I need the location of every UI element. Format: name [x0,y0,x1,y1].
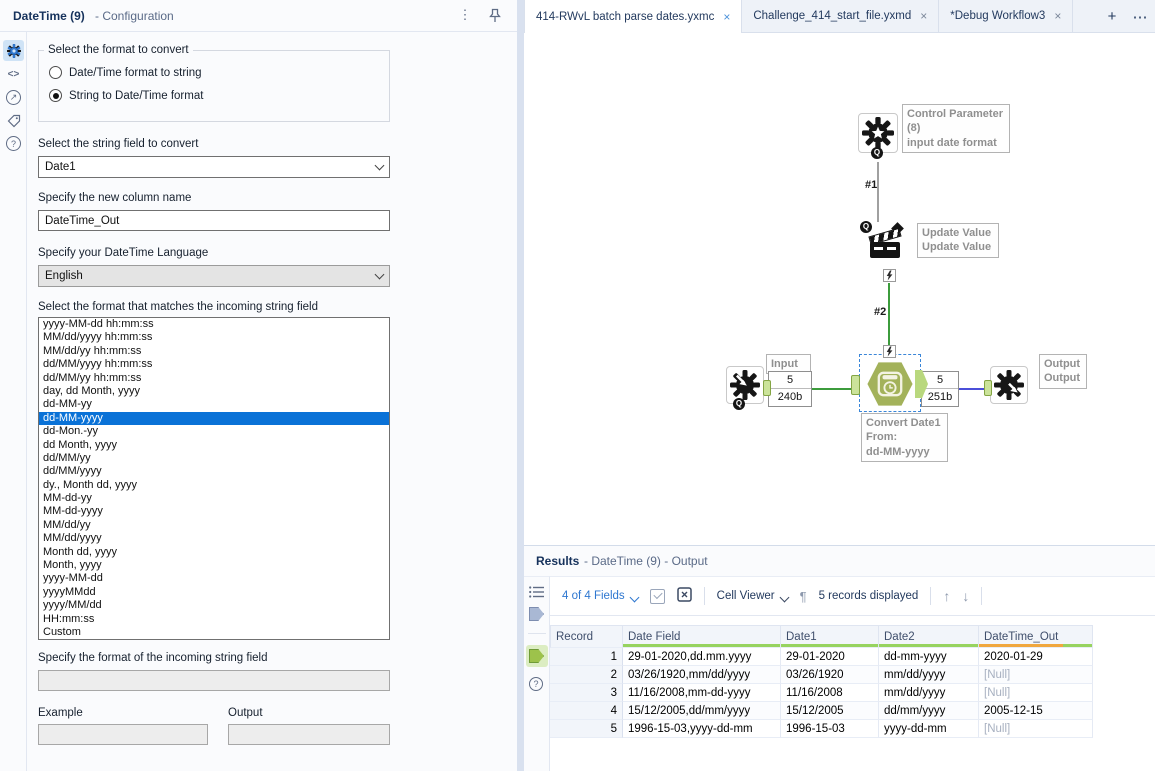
format-list-label: Select the format that matches the incoming string field [38,301,318,313]
q-anchor[interactable]: Q [733,398,745,410]
macro-output-label[interactable]: Output Output [1039,354,1087,389]
output-label: Output [228,707,263,719]
format-option[interactable]: Custom [43,625,81,638]
close-icon[interactable]: × [723,9,731,24]
format-option[interactable]: dd/MM/yy [43,451,91,464]
table-row[interactable]: 3 11/16/2008,mm-dd-yyyy 11/16/2008 mm/dd/yyyy [Null] [550,684,1093,702]
table-row[interactable]: 2 03/26/1920,mm/dd/yyyy 03/26/1920 mm/dd/yyyy [Null] [550,666,1093,684]
string-field-label: Select the string field to convert [38,138,199,150]
connection-2-label: #2 [874,306,887,318]
table-row[interactable]: 1 29-01-2020,dd.mm.yyyy 29-01-2020 dd-mm-yyyy 2020-01-29 [550,648,1093,666]
chevron-down-icon [629,592,639,602]
results-table-body [550,648,1093,738]
format-option[interactable]: MM-dd-yy [43,492,92,505]
column-header-date1[interactable]: Date1 [781,625,879,648]
toolbar-separator [981,587,982,605]
output-anchor[interactable] [763,380,771,396]
format-option[interactable]: dd-MM-yy [43,398,92,411]
format-option[interactable]: yyyyMMdd [43,585,96,598]
example-input [38,724,208,745]
format-option[interactable]: yyyy/MM/dd [43,599,102,612]
down-arrow-icon[interactable]: ↓ [962,588,970,604]
fields-dropdown[interactable]: 4 of 4 Fields [562,590,638,602]
gear-icon[interactable] [3,40,24,61]
pilcrow-icon[interactable]: ¶ [799,588,807,604]
code-icon[interactable]: <> [7,69,20,80]
new-column-label: Specify the new column name [38,192,192,204]
results-table [550,625,1093,738]
input-anchor[interactable] [984,380,992,396]
format-group-legend: Select the format to convert [48,44,189,56]
toolbar-separator [930,587,931,605]
kebab-menu-icon[interactable]: ⋮ [458,7,472,22]
open-example-icon[interactable]: ↗ [3,87,24,108]
format-option[interactable]: dd/MM/yyyy hh:mm:ss [43,358,153,371]
format-option[interactable]: dd-Mon.-yy [43,425,99,438]
panel-divider[interactable] [517,0,524,771]
configuration-body [27,32,517,771]
chevron-down-icon [779,592,789,602]
pin-icon[interactable] [487,7,503,25]
column-header-record[interactable]: Record [550,625,623,648]
close-icon[interactable]: × [920,9,928,23]
custom-format-input [38,670,390,691]
format-option[interactable]: MM/dd/yy [43,518,91,531]
tool-title: DateTime (9) [13,9,85,23]
toolbar-separator [704,587,705,605]
format-option[interactable]: yyyy-MM-dd hh:mm:ss [43,318,154,330]
input-anchor-icon[interactable] [529,607,544,621]
record-count-box: 5 251b [921,371,959,407]
output-anchor-selected[interactable] [526,645,548,667]
results-panel [524,545,1155,771]
workflow-tab[interactable]: Challenge_414_start_file.yxmd × [742,0,939,32]
radio-icon-selected[interactable] [49,89,62,102]
divider [528,633,546,634]
workflow-tab[interactable]: 414-RWvL batch parse dates.yxmc × [524,0,742,33]
chevron-down-icon [375,270,385,280]
column-header-datetime-out[interactable]: DateTime_Out [979,625,1093,648]
example-label: Example [38,707,83,719]
format-option[interactable]: Month dd, yyyy [43,545,117,558]
custom-format-label: Specify the format of the incoming string field [38,652,268,664]
format-option[interactable]: day, dd Month, yyyy [43,384,141,397]
format-option[interactable]: MM/dd/yy hh:mm:ss [43,344,142,357]
help-icon[interactable]: ? [529,677,543,691]
format-option[interactable]: HH:mm:ss [43,612,95,625]
column-header-date2[interactable]: Date2 [879,625,979,648]
table-row[interactable]: 5 1996-15-03,yyyy-dd-mm 1996-15-03 yyyy-dd-mm [Null] [550,720,1093,738]
cell-viewer-dropdown[interactable]: Cell Viewer [717,590,788,602]
format-option[interactable]: MM/dd/yyyy hh:mm:ss [43,331,153,344]
datetime-annotation[interactable]: Convert Date1 From: dd-MM-yyyy [861,413,948,462]
table-row[interactable]: 4 15/12/2005,dd/mm/yyyy 15/12/2005 dd/mm/yyyy 2005-12-15 [550,702,1093,720]
radio-icon[interactable] [49,66,62,79]
output-input [228,724,390,745]
radio-datetime-to-string[interactable]: Date/Time format to string [49,66,202,79]
panel-subtitle: - Configuration [95,9,174,23]
workspace-area [517,0,1155,771]
help-icon[interactable]: ? [3,133,24,154]
list-view-icon[interactable] [529,585,545,604]
workflow-canvas[interactable] [524,33,1155,545]
format-option[interactable]: Month, yyyy [43,559,102,572]
close-icon[interactable]: × [1054,9,1062,23]
select-fields-icon[interactable] [650,589,665,604]
update-value-label[interactable]: Update Value Update Value [917,223,999,258]
format-option[interactable]: yyyy-MM-dd [43,572,103,585]
format-option[interactable]: MM/dd/yyyy [43,532,102,545]
format-option[interactable]: dy., Month dd, yyyy [43,478,137,491]
string-field-select[interactable]: Date1 [38,156,390,178]
new-column-input[interactable]: DateTime_Out [38,210,390,231]
input-anchor[interactable] [851,375,860,395]
lightning-anchor[interactable] [883,269,896,282]
format-option[interactable]: MM-dd-yyyy [43,505,103,518]
results-title: Results [536,554,580,568]
format-option[interactable]: dd-MM-yyyy [39,412,389,425]
workflow-tab[interactable]: *Debug Workflow3 × [939,0,1073,32]
records-displayed: 5 records displayed [818,590,919,602]
language-label: Specify your DateTime Language [38,247,209,259]
workflow-tab-bar [524,0,1155,33]
results-toolbar [550,576,1155,616]
q-anchor[interactable]: Q [871,147,883,159]
table-header-row [550,625,1093,648]
chevron-down-icon [375,161,385,171]
control-parameter-label[interactable]: Control Parameter (8) input date format [902,104,1010,153]
format-option[interactable]: dd Month, yyyy [43,438,117,451]
q-anchor[interactable]: Q [860,221,872,233]
macro-input-label[interactable]: Input [766,354,811,374]
format-group [38,44,390,122]
format-option[interactable]: dd/MM/yyyy [43,465,102,478]
format-option[interactable]: dd/MM/yy hh:mm:ss [43,371,142,384]
update-value-tool[interactable] [866,225,906,265]
column-header-date-field[interactable]: Date Field [623,625,781,648]
more-tabs-button[interactable]: ⋯ [1132,8,1148,26]
up-arrow-icon[interactable]: ↑ [943,588,951,604]
results-sidebar [524,576,550,771]
radio-string-to-datetime[interactable]: String to Date/Time format [49,89,203,102]
language-select[interactable]: English [38,265,390,287]
lightning-anchor[interactable] [883,345,896,358]
configuration-sidebar [0,32,27,771]
datetime-icon [876,370,904,398]
tag-icon[interactable] [3,110,24,131]
macro-input-tool[interactable] [726,366,764,404]
connection-1-label: #1 [865,179,878,191]
new-tab-button[interactable]: + [1107,8,1117,25]
configuration-header [0,0,517,32]
connection-1[interactable] [877,162,879,222]
action-tool-icon [868,227,904,263]
format-listbox[interactable] [38,317,390,640]
connection-2[interactable] [888,283,890,347]
macro-output-tool[interactable] [990,366,1028,404]
clear-fields-icon[interactable] [677,587,692,605]
results-header [524,546,1155,576]
record-count-box: 5 240b [768,371,812,407]
results-subtitle: - DateTime (9) - Output [584,554,708,568]
configuration-panel [0,0,517,771]
